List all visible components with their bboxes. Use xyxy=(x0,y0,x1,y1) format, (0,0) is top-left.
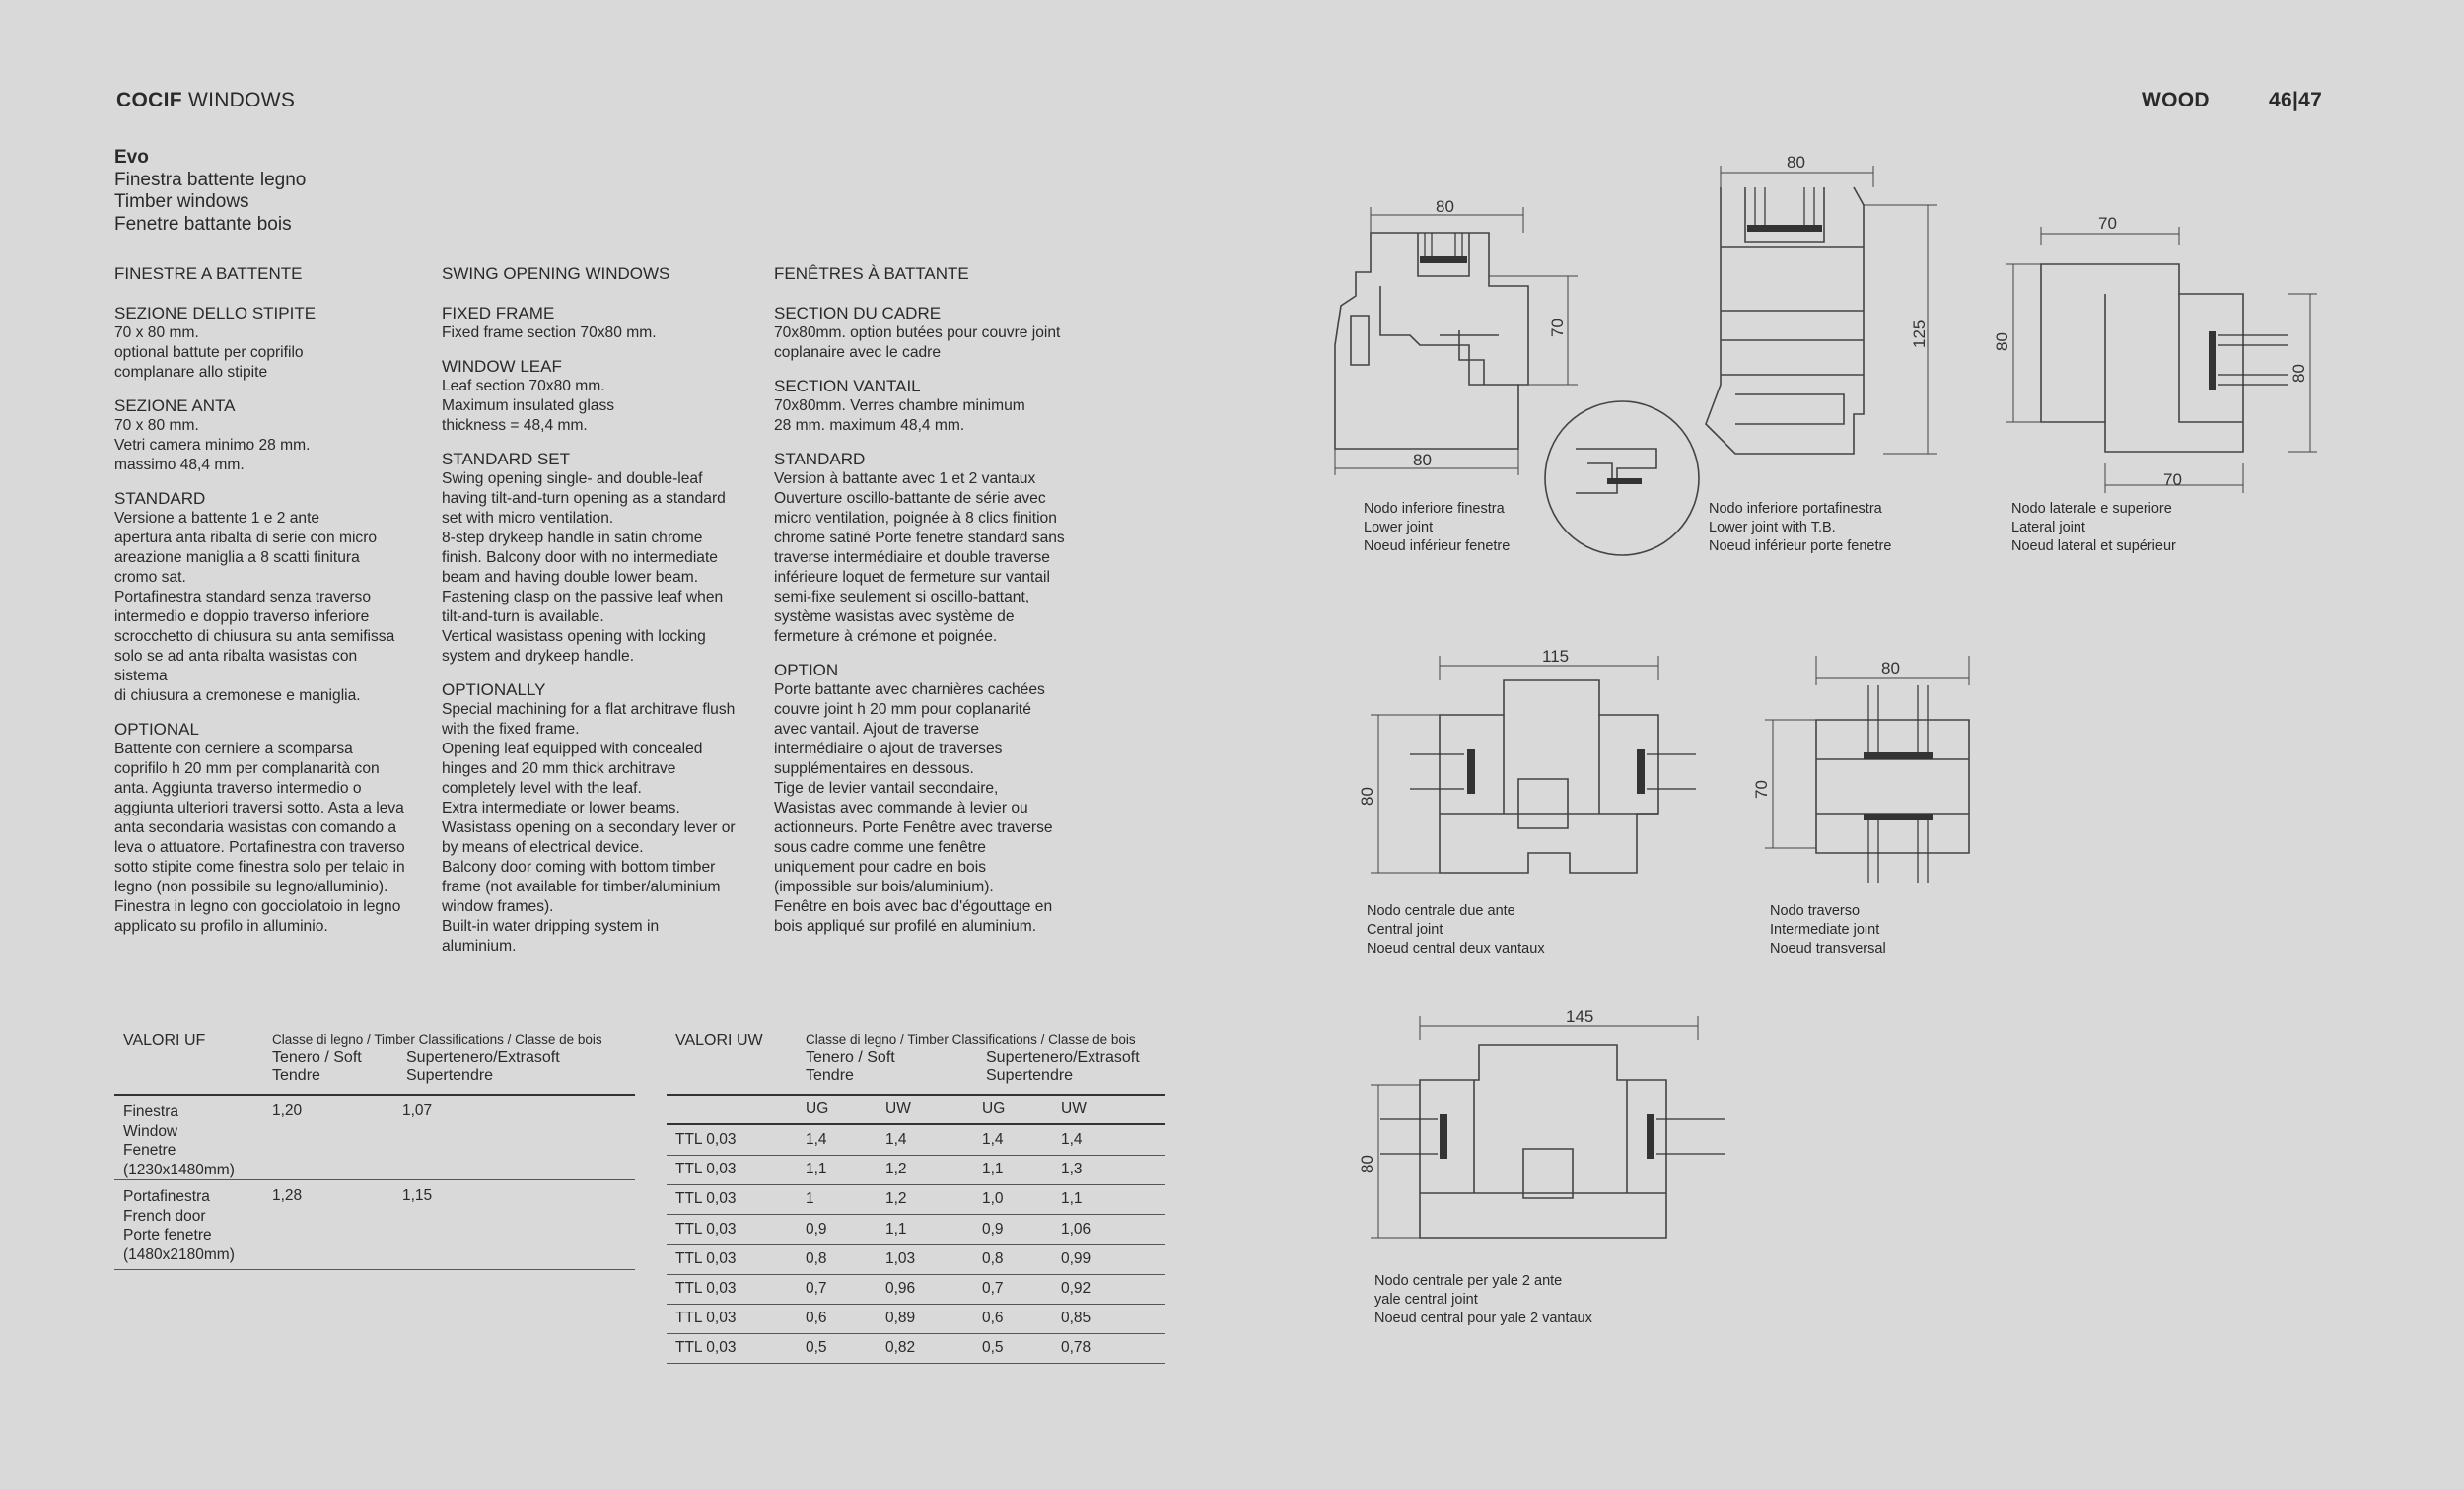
caption-central-joint: Nodo centrale due ante Central joint Noeud central deux vantaux xyxy=(1367,903,1545,957)
table-cell: 1,4 xyxy=(885,1131,907,1148)
table-cell: 0,6 xyxy=(806,1310,827,1327)
dim-left: 70 xyxy=(1752,780,1771,799)
section-title: SEZIONE ANTA xyxy=(114,396,236,415)
table-cell: 1,4 xyxy=(806,1131,827,1148)
section-title: OPTIONAL xyxy=(114,720,199,739)
table-row-rule xyxy=(667,1214,1165,1215)
table-row-name: Finestra Window Fenetre (1230x1480mm) xyxy=(123,1103,235,1178)
drawing-intermediate-joint xyxy=(1745,651,1992,887)
table-cell: 0,99 xyxy=(1061,1249,1091,1267)
section-title: STANDARD xyxy=(114,489,206,508)
table-row-rule xyxy=(667,1244,1165,1245)
section-title: OPTIONALLY xyxy=(442,680,546,699)
table-cell: 1,1 xyxy=(1061,1190,1083,1208)
table-cell: 0,96 xyxy=(885,1280,916,1297)
brand-rest: WINDOWS xyxy=(181,89,296,111)
table-uw xyxy=(667,1030,1165,1366)
table-row-name: TTL 0,03 xyxy=(675,1161,737,1178)
table-classes: Classe di legno / Timber Classifications / Classe de bois xyxy=(806,1032,1136,1047)
drawing-central-joint xyxy=(1341,641,1716,887)
dim-top: 80 xyxy=(1881,659,1900,677)
table-row-rule xyxy=(114,1269,635,1270)
section-text: Battente con cerniere a scomparsa coprifilo h 20 mm per complanarità con anta. Aggiunta traverso intermedio o aggiunta ulteriori traversi sotto. Asta a leva anta secondaria wasistas con comando a leva o attuatore. Portafinestra con traverso sotto stipite come finestra solo per telaio in legno (non possibile su legno/alluminio). Finestra in legno con gocciolatoio in legno applicato su profilo in alluminio. xyxy=(114,741,405,935)
table-row-rule xyxy=(667,1304,1165,1305)
table-row-name: TTL 0,03 xyxy=(675,1131,737,1148)
table-row-rule xyxy=(667,1363,1165,1364)
column-heading: FENÊTRES À BATTANTE xyxy=(774,264,969,283)
table-col2-head: Supertenero/Extrasoft Supertendre xyxy=(406,1049,560,1084)
dim-top: 115 xyxy=(1542,647,1570,666)
table-classes: Classe di legno / Timber Classifications / Classe de bois xyxy=(272,1032,602,1047)
table-cell: 1 xyxy=(806,1190,814,1208)
caption-yale-joint: Nodo centrale per yale 2 ante yale central joint Noeud central pour yale 2 vantaux xyxy=(1374,1273,1592,1326)
table-row-rule xyxy=(667,1274,1165,1275)
table-row-name: TTL 0,03 xyxy=(675,1220,737,1238)
table-subhead: UW xyxy=(885,1100,911,1117)
section-title: STANDARD SET xyxy=(442,450,571,468)
product-line-en: Timber windows xyxy=(114,191,249,212)
dim-top: 145 xyxy=(1566,1007,1594,1026)
table-cell: 1,20 xyxy=(272,1102,303,1119)
drawing-yale-joint xyxy=(1341,1001,1745,1257)
table-cell: 1,03 xyxy=(885,1249,916,1267)
section-text: 70x80mm. Verres chambre minimum 28 mm. maximum 48,4 mm. xyxy=(774,397,1025,434)
dim-top: 80 xyxy=(1436,197,1454,216)
table-row-rule xyxy=(667,1155,1165,1156)
dim-left: 80 xyxy=(1358,787,1376,806)
table-cell: 0,9 xyxy=(982,1220,1004,1238)
table-label: VALORI UW xyxy=(675,1032,763,1049)
section-text: 70x80mm. option butées pour couvre joint coplanaire avec le cadre xyxy=(774,324,1061,361)
table-cell: 0,9 xyxy=(806,1220,827,1238)
caption-lower-joint-tb: Nodo inferiore portafinestra Lower joint with T.B. Noeud inférieur porte fenetre xyxy=(1709,501,1892,554)
section-title: STANDARD xyxy=(774,450,866,468)
dim-left: 80 xyxy=(1993,332,2011,351)
table-cell: 0,7 xyxy=(806,1280,827,1297)
table-cell: 1,2 xyxy=(885,1161,907,1178)
table-row-name: TTL 0,03 xyxy=(675,1280,737,1297)
dim-bottom: 70 xyxy=(2163,470,2182,489)
section-title: SECTION DU CADRE xyxy=(774,304,942,322)
column-heading: FINESTRE A BATTENTE xyxy=(114,264,303,283)
table-row-name: TTL 0,03 xyxy=(675,1339,737,1357)
section-text: Versione a battente 1 e 2 ante apertura anta ribalta di serie con micro areazione maniglia a 8 scatti finitura cromo sat. Portafinestra standard senza traverso intermedio e doppio traverso inferiore scrocchetto di chiusura su anta semifissa solo se ad anta ribalta wasistas con sistema di chiusura a cremonese e maniglia. xyxy=(114,510,395,704)
table-cell: 0,82 xyxy=(885,1339,916,1357)
product-title xyxy=(114,147,306,236)
section-title: OPTION xyxy=(774,661,839,679)
table-uf xyxy=(114,1030,635,1272)
table-subhead: UG xyxy=(982,1100,1006,1117)
dim-right: 80 xyxy=(2289,364,2308,383)
table-cell: 0,5 xyxy=(806,1339,827,1357)
section-text: Special machining for a flat architrave flush with the fixed frame. Opening leaf equipped with concealed hinges and 20 mm thick architrave completely level with the leaf. Extra intermediate or lower beams. Wasistass opening on a secondary lever or by means of electrical device. Balcony door coming with bottom timber frame (not available for timber/aluminium window frames). Built-in water dripping system in aluminium. xyxy=(442,701,736,955)
caption-lateral-joint: Nodo laterale e superiore Lateral joint Noeud lateral et supérieur xyxy=(2011,501,2176,554)
dim-left: 80 xyxy=(1358,1155,1376,1173)
product-line-fr: Fenetre battante bois xyxy=(114,213,292,235)
table-cell: 0,7 xyxy=(982,1280,1004,1297)
table-cell: 1,4 xyxy=(982,1131,1004,1148)
brand-title xyxy=(116,89,295,112)
dim-top: 70 xyxy=(2098,214,2117,233)
table-cell: 1,1 xyxy=(885,1220,907,1238)
table-row-rule xyxy=(114,1179,635,1180)
column-french xyxy=(774,264,1070,937)
column-heading: SWING OPENING WINDOWS xyxy=(442,264,670,283)
table-cell: 0,78 xyxy=(1061,1339,1091,1357)
brand-bold: COCIF xyxy=(116,89,182,111)
table-cell: 0,92 xyxy=(1061,1280,1091,1297)
dim-top: 80 xyxy=(1787,153,1805,172)
table-subhead: UW xyxy=(1061,1100,1087,1117)
drawing-lower-joint-tb xyxy=(1696,148,1952,463)
product-name: Evo xyxy=(114,147,149,168)
table-cell: 0,85 xyxy=(1061,1310,1091,1327)
table-cell: 1,4 xyxy=(1061,1131,1083,1148)
table-cell: 0,8 xyxy=(982,1249,1004,1267)
table-col1-head: Tenero / Soft Tendre xyxy=(806,1049,895,1084)
dim-side: 125 xyxy=(1910,319,1929,348)
section-text: 70 x 80 mm. optional battute per coprifilo complanare allo stipite xyxy=(114,324,304,381)
section-title: WINDOW LEAF xyxy=(442,357,562,376)
table-cell: 1,1 xyxy=(806,1161,827,1178)
table-col2-head: Supertenero/Extrasoft Supertendre xyxy=(986,1049,1140,1084)
table-row-name: TTL 0,03 xyxy=(675,1249,737,1267)
table-row-rule xyxy=(667,1184,1165,1185)
table-subhead-rule xyxy=(667,1123,1165,1125)
column-italian xyxy=(114,264,410,937)
dim-bottom: 80 xyxy=(1413,451,1432,469)
section-title: SECTION VANTAIL xyxy=(774,377,921,395)
dim-side: 70 xyxy=(1548,319,1567,337)
table-col1-head: Tenero / Soft Tendre xyxy=(272,1049,362,1084)
table-cell: 1,3 xyxy=(1061,1161,1083,1178)
section-label: WOOD xyxy=(2142,89,2210,111)
table-cell: 1,2 xyxy=(885,1190,907,1208)
table-row-name: Portafinestra French door Porte fenetre (1480x2180mm) xyxy=(123,1188,235,1263)
caption-intermediate-joint: Nodo traverso Intermediate joint Noeud transversal xyxy=(1770,903,1886,957)
table-header-rule xyxy=(667,1094,1165,1096)
section-text: Porte battante avec charnières cachées couvre joint h 20 mm pour coplanarité avec vantail. Ajout de traverse intermédiaire o ajout de traverses supplémentaires en dessous. Tige de levier vantail secondaire, Wasistas avec commande à levier ou actionneurs. Porte Fenêtre avec traverse sous cadre comme une fenêtre uniquement pour cadre en bois (impossible sur bois/aluminium). Fenêtre en bois avec bac d'égouttage en bois appliqué sur profilé en aluminium. xyxy=(774,681,1053,935)
table-cell: 0,89 xyxy=(885,1310,916,1327)
table-label: VALORI UF xyxy=(123,1032,206,1049)
section-text: Fixed frame section 70x80 mm. xyxy=(442,324,657,341)
table-row-name: TTL 0,03 xyxy=(675,1190,737,1208)
caption-lower-joint: Nodo inferiore finestra Lower joint Noeud inférieur fenetre xyxy=(1364,501,1511,554)
table-row-rule xyxy=(667,1333,1165,1334)
section-text: Version à battante avec 1 et 2 vantaux Ouverture oscillo-battante de série avec micro ventilation, poignée à 8 clics finition chrome satiné Porte fenetre standard sans traverse intermédiaire et double traverse inférieure loquet de fermeture sur vantail semi-fixe seulement si oscillo-battant, système wasistas avec système de fermeture à crémone et poignée. xyxy=(774,470,1065,645)
section-text: Leaf section 70x80 mm. Maximum insulated glass thickness = 48,4 mm. xyxy=(442,378,615,434)
table-cell: 1,0 xyxy=(982,1190,1004,1208)
section-title: FIXED FRAME xyxy=(442,304,555,322)
page-numbers: 46|47 xyxy=(2269,89,2323,111)
table-cell: 0,5 xyxy=(982,1339,1004,1357)
table-cell: 1,06 xyxy=(1061,1220,1091,1238)
table-row-name: TTL 0,03 xyxy=(675,1310,737,1327)
table-cell: 0,8 xyxy=(806,1249,827,1267)
table-cell: 1,1 xyxy=(982,1161,1004,1178)
table-cell: 1,15 xyxy=(402,1187,433,1204)
table-cell: 1,07 xyxy=(402,1102,433,1119)
table-subhead: UG xyxy=(806,1100,829,1117)
table-header-rule xyxy=(114,1094,635,1096)
section-title: SEZIONE DELLO STIPITE xyxy=(114,304,317,322)
product-line-it: Finestra battente legno xyxy=(114,169,307,190)
table-cell: 1,28 xyxy=(272,1187,303,1204)
section-text: Swing opening single- and double-leaf having tilt-and-turn opening as a standard set with micro ventilation. 8-step drykeep handle in satin chrome finish. Balcony door with no intermediate beam and having double lower beam. Fastening clasp on the passive leaf when tilt-and-turn is available. Vertical wasistass opening with locking system and drykeep handle. xyxy=(442,470,726,665)
drawing-lateral-joint xyxy=(1992,197,2327,493)
section-text: 70 x 80 mm. Vetri camera minimo 28 mm. massimo 48,4 mm. xyxy=(114,417,311,473)
table-cell: 0,6 xyxy=(982,1310,1004,1327)
column-english xyxy=(442,264,738,957)
